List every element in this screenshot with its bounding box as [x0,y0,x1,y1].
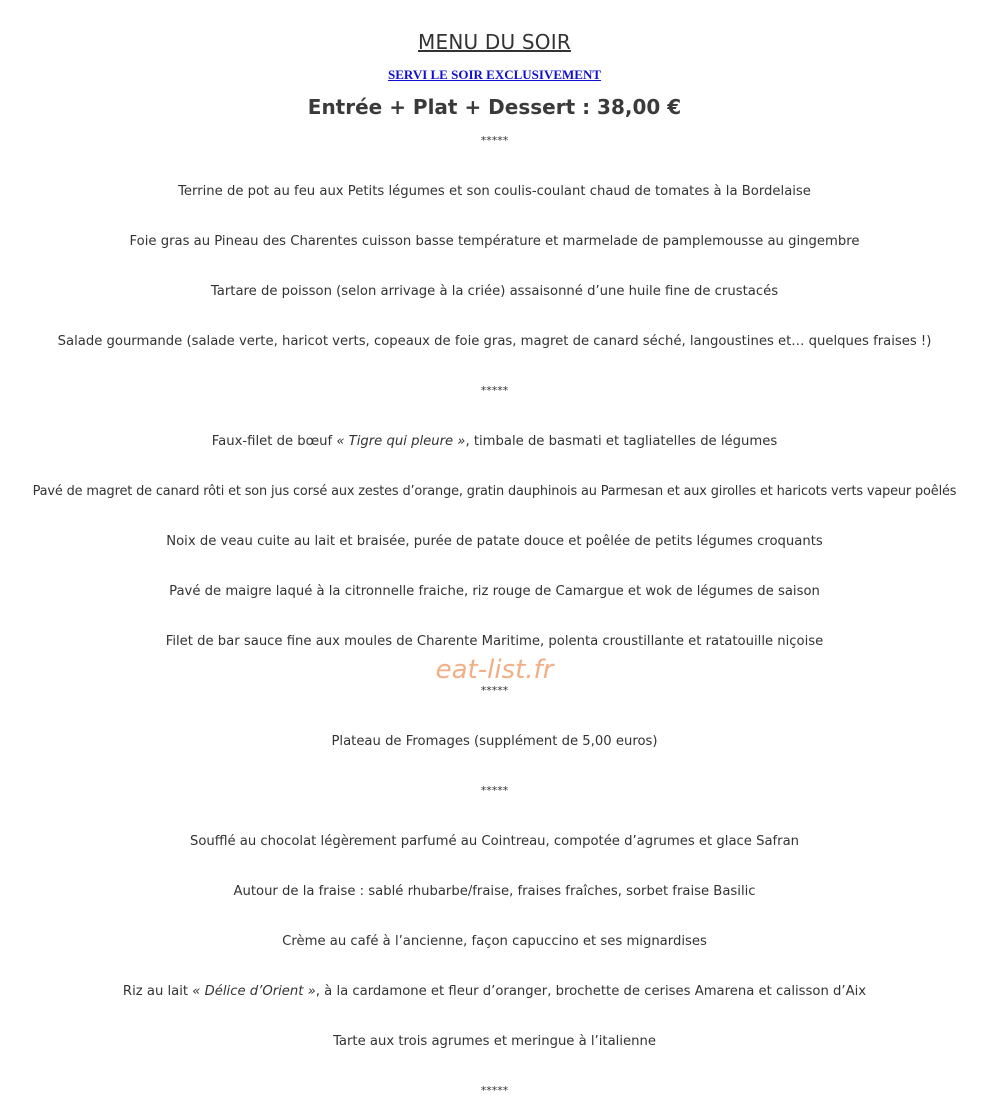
separator: ***** [480,384,509,397]
dessert-item [0,984,989,999]
cheese-item: Plateau de Fromages (supplément de 5,00 euros) [331,734,658,749]
dessert-item-text: Riz au lait [122,984,193,999]
menu-price: Entrée + Plat + Dessert : 38,00 € [307,95,682,119]
dessert-item-text: , à la cardamone et fleur d’oranger, brochette de cerises Amarena et calisson d’Aix [315,984,867,999]
main-item-text: Faux-filet de bœuf [211,434,337,449]
menu-title: MENU DU SOIR [418,30,571,54]
main-item-italic-name: « Tigre qui pleure » [336,434,466,449]
separator: ***** [480,134,509,147]
menu-subtitle-link[interactable]: SERVI LE SOIR EXCLUSIVEMENT [387,67,601,82]
dessert-item-italic-name: « Délice d’Orient » [192,984,316,999]
main-item [0,434,989,449]
main-item: Pavé de maigre laqué à la citronnelle fraiche, riz rouge de Camargue et wok de légumes de saison [169,584,820,599]
main-item: Noix de veau cuite au lait et braisée, purée de patate douce et poêlée de petits légumes croquants [166,534,823,549]
starter-item: Terrine de pot au feu aux Petits légumes et son coulis-coulant chaud de tomates à la Bordelaise [178,184,811,199]
starter-item: Tartare de poisson (selon arrivage à la criée) assaisonné d’une huile fine de crustacés [210,284,779,299]
main-item: Pavé de magret de canard rôti et son jus corsé aux zestes d’orange, gratin dauphinois au Parmesan et aux girolles et haricots verts vapeur poêlés [32,484,957,499]
dessert-item: Autour de la fraise : sablé rhubarbe/fraise, fraises fraîches, sorbet fraise Basilic [233,884,756,899]
dessert-item: Soufflé au chocolat légèrement parfumé au Cointreau, compotée d’agrumes et glace Safran [189,834,800,849]
separator: ***** [480,784,509,797]
separator: ***** [480,1084,509,1097]
main-item-text: , timbale de basmati et tagliatelles de légumes [465,434,778,449]
starter-item: Foie gras au Pineau des Charentes cuisson basse température et marmelade de pamplemousse au gingembre [129,234,860,249]
dessert-item: Tarte aux trois agrumes et meringue à l’italienne [333,1034,656,1049]
watermark: eat-list.fr [435,655,554,685]
dessert-item: Crème au café à l’ancienne, façon capuccino et ses mignardises [282,934,707,949]
starter-item: Salade gourmande (salade verte, haricot verts, copeaux de foie gras, magret de canard séché, langoustines et… quelques fraises !) [57,334,932,349]
separator: ***** [480,684,509,697]
main-item: Filet de bar sauce fine aux moules de Charente Maritime, polenta croustillante et ratatouille niçoise [165,634,824,649]
